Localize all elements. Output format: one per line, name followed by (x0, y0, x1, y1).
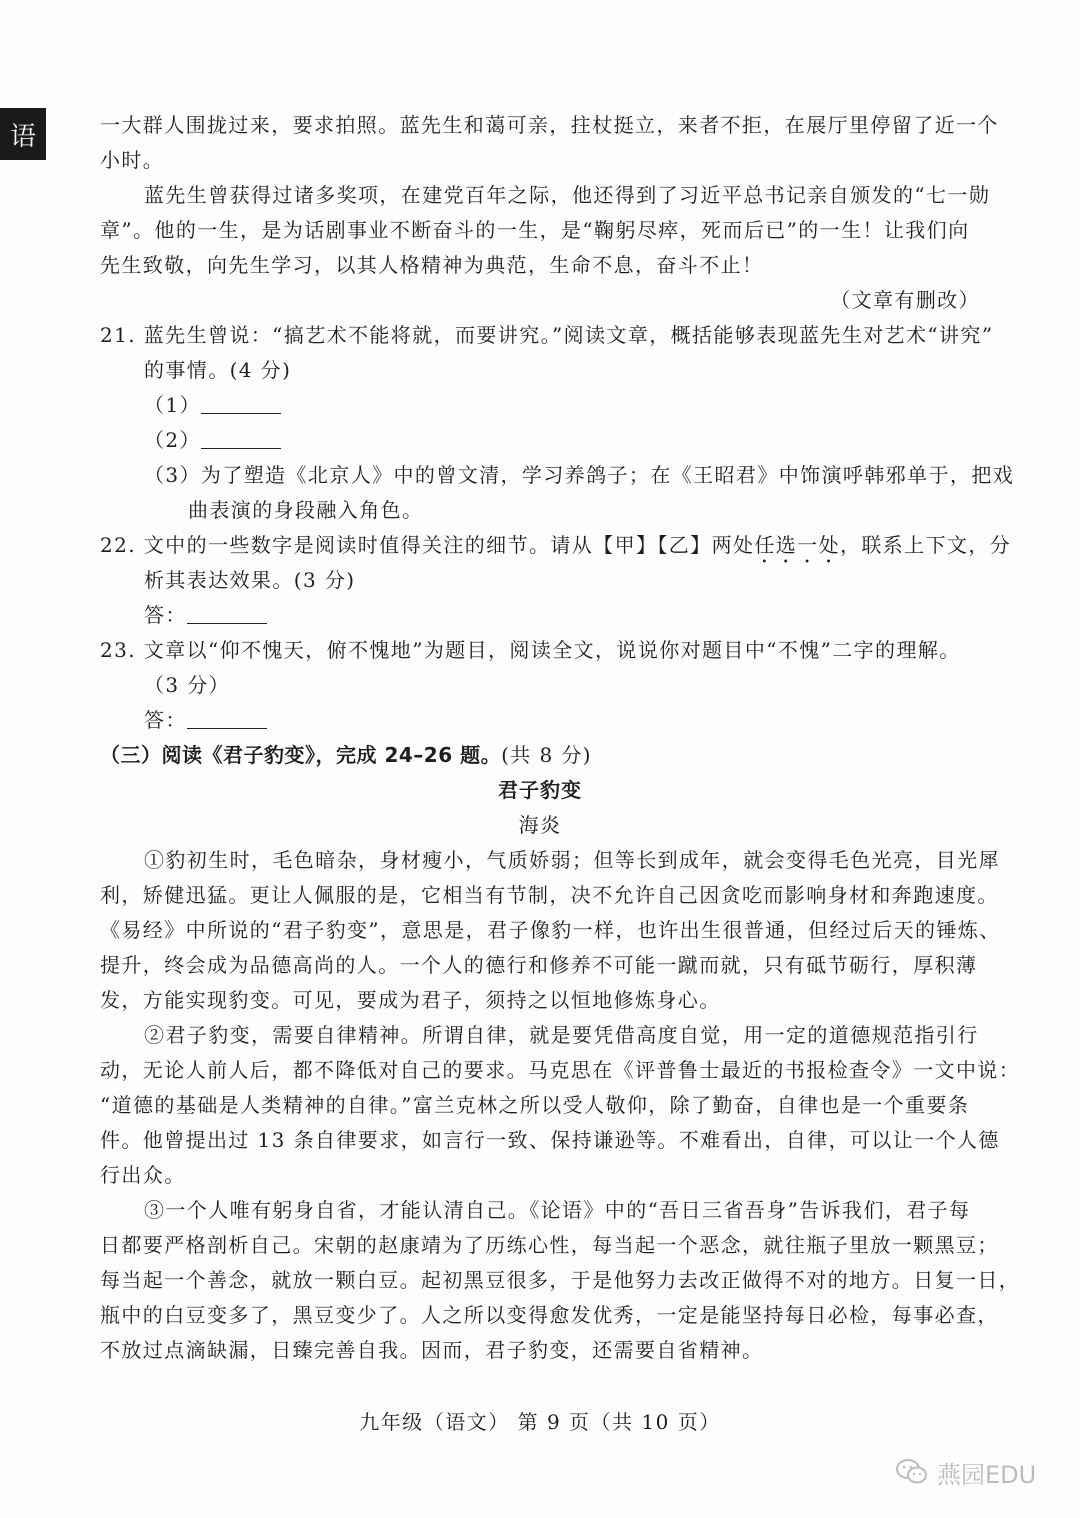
section-heading-text: （三）阅读《君子豹变》，完成 24–26 题。 (100, 743, 502, 767)
answer-blank[interactable] (201, 426, 281, 449)
answer-line (100, 598, 980, 633)
exam-page (100, 108, 1021, 1368)
question-22 (100, 528, 1012, 563)
paragraph-line: 提升，终会成为品德高尚的人。一个人的德行和修养不可能一蹴而就，只有砥节砺行，厚积薄 (100, 953, 978, 977)
question-22-text: 22. 文中的一些数字是阅读时值得关注的细节。请从【甲】【乙】两处 (100, 533, 755, 557)
answer-blank[interactable] (187, 601, 267, 624)
answer-item-1 (100, 388, 980, 423)
watermark (895, 1452, 1036, 1492)
paragraph-line: 动，无论人前人后，都不降低对自己的要求。马克思在《评普鲁士最近的书报检查令》一文中说： (100, 1058, 1021, 1082)
answer-item-2-label: （2） (144, 428, 201, 452)
section-heading (100, 738, 980, 773)
text-line: 蓝先生曾获得过诸多奖项，在建党百年之际，他还得到了习近平总书记亲自颁发的“七一勋 (144, 183, 991, 207)
paragraph-line: 件。他曾提出过 13 条自律要求，如言行一致、保持谦逊等。不难看出，自律，可以让一个人德 (100, 1128, 1000, 1152)
question-23-cont: （3 分） (144, 673, 231, 697)
answer-item-3: （3）为了塑造《北京人》中的曾文清，学习养鸽子；在《王昭君》中饰演呼韩邪单于，把戏 (144, 463, 1015, 487)
question-23: 23. 文章以“仰不愧天，俯不愧地”为题目，阅读全文，说说你对题目中“不愧”二字的理解。 (100, 638, 961, 662)
paragraph-line: ③一个人唯有躬身自省，才能认清自己。《论语》中的“吾日三省吾身”告诉我们，君子每 (144, 1198, 971, 1222)
paragraph-line: 《易经》中所说的“君子豹变”，意思是，君子像豹一样，也许出生很普通，但经过后天的锤炼、 (100, 918, 1001, 942)
subject-side-tab: 语 (0, 108, 46, 160)
paragraph-line: 每当起一个善念，就放一颗白豆。起初黑豆很多，于是他努力去改正做得不对的地方。日复一日， (100, 1268, 1021, 1292)
answer-label: 答： (144, 603, 187, 627)
answer-item-1-label: （1） (144, 393, 201, 417)
question-21: 21. 蓝先生曾说：“搞艺术不能将就，而要讲究。”阅读文章，概括能够表现蓝先生对艺术“讲究” (100, 323, 994, 347)
question-21-cont: 的事情。(4 分) (144, 358, 292, 382)
text-line: 先生致敬，向先生学习，以其人格精神为典范，生命不息，奋斗不止！ (100, 253, 764, 277)
answer-item-2 (100, 423, 980, 458)
answer-line (100, 703, 980, 738)
paragraph-line: “道德的基础是人类精神的自律。”富兰克林之所以受人敬仰，除了勤奋，自律也是一个重要条 (100, 1093, 970, 1117)
watermark-text: 燕园EDU (937, 1460, 1037, 1489)
article-author: 海炎 (518, 813, 562, 837)
source-note: （文章有删改） (830, 288, 980, 312)
paragraph-line: 不放过点滴缺漏，日臻完善自我。因而，君子豹变，还需要自省精神。 (100, 1338, 764, 1362)
text-line: 小时。 (100, 148, 165, 172)
answer-blank[interactable] (187, 706, 267, 729)
paragraph-line: 发，方能实现豹变。可见，要成为君子，须持之以恒地修炼身心。 (100, 988, 721, 1012)
paragraph-line: 日都要严格剖析自己。宋朝的赵康靖为了历练心性，每当起一个恶念，就往瓶子里放一颗黑豆； (100, 1233, 999, 1257)
question-22-text-end: ，联系上下文，分 (839, 533, 1012, 557)
text-line: 章”。他的一生，是为话剧事业不断奋斗的一生，是“鞠躬尽瘁，死而后已”的一生！让我们向 (100, 218, 970, 242)
answer-blank[interactable] (201, 391, 281, 414)
paragraph-line: ①豹初生时，毛色暗杂，身材瘦小，气质娇弱；但等长到成年，就会变得毛色光亮，目光犀 (144, 848, 1000, 872)
paragraph-line: 利，矫健迅猛。更让人佩服的是，它相当有节制，决不允许自己因贪吃而影响身材和奔跑速度。 (100, 883, 999, 907)
article-title: 君子豹变 (498, 778, 582, 802)
wechat-icon (895, 1458, 929, 1486)
question-22-cont: 析其表达效果。(3 分) (144, 568, 356, 592)
emphasis-text: 任选一处 (754, 533, 840, 557)
section-score: (共 8 分) (501, 743, 592, 767)
paragraph-line: ②君子豹变，需要自律精神。所谓自律，就是要凭借高度自觉，用一定的道德规范指引行 (144, 1023, 979, 1047)
paragraph-line: 行出众。 (100, 1163, 186, 1187)
answer-item-3-cont: 曲表演的身段融入角色。 (188, 498, 424, 522)
page-footer: 九年级（语文） 第 9 页（共 10 页） (359, 1410, 721, 1434)
paragraph-line: 瓶中的白豆变多了，黑豆变少了。人之所以变得愈发优秀，一定是能坚持每日必检，每事必查， (100, 1303, 999, 1327)
text-line: 一大群人围拢过来，要求拍照。蓝先生和蔼可亲，拄杖挺立，来者不拒，在展厅里停留了近一个 (100, 113, 999, 137)
answer-label: 答： (144, 708, 187, 732)
